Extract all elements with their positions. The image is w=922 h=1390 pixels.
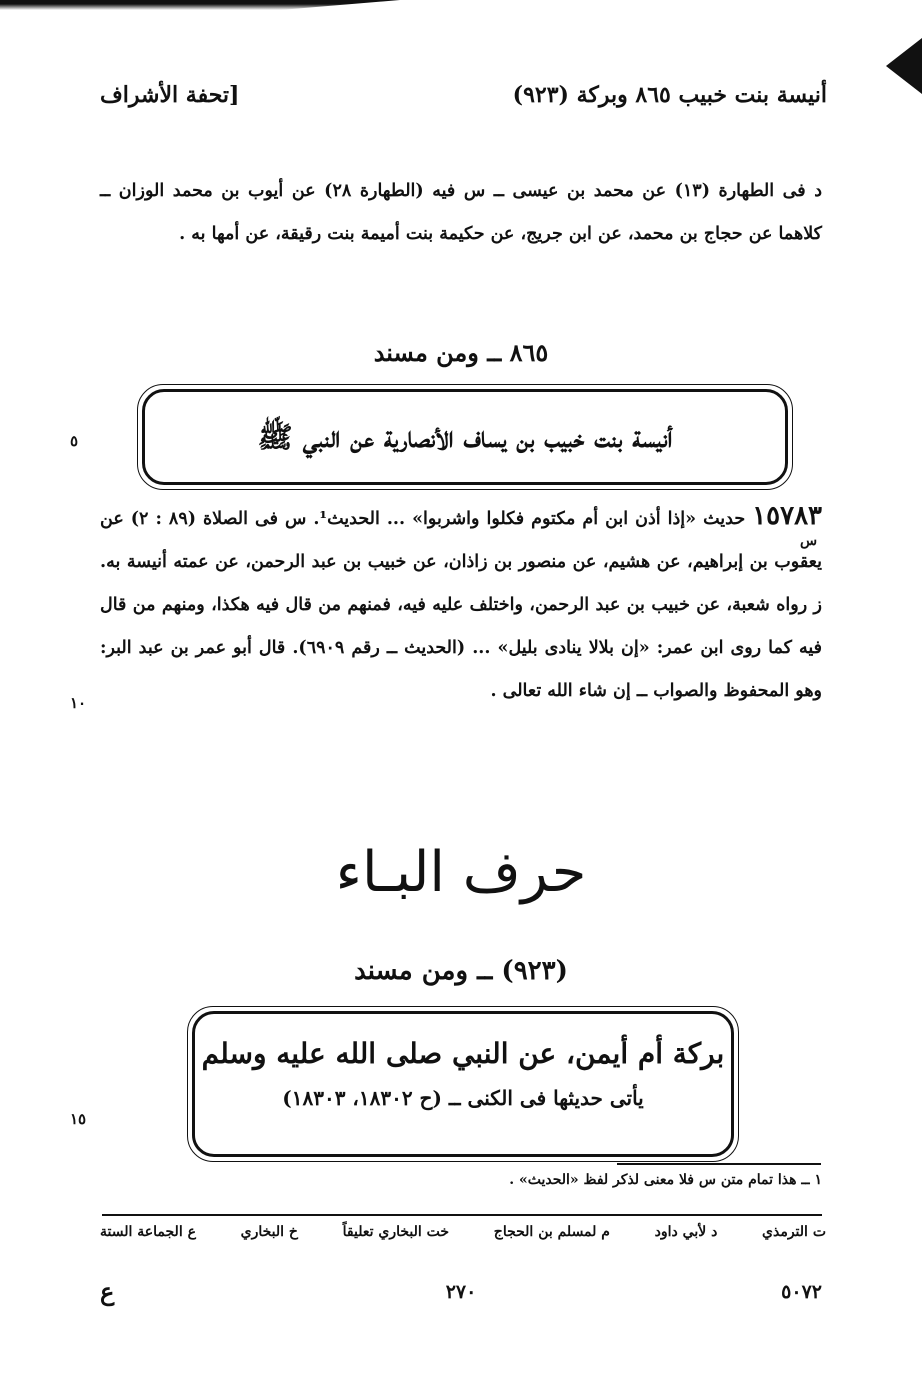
footnote: ١ ــ هذا تمام متن س فلا معنى لذكر لفظ «الحديث» .: [509, 1172, 822, 1188]
page-corner-mark: [886, 38, 922, 94]
running-header: [100, 82, 827, 122]
abbreviations-legend: [100, 1224, 826, 1240]
abbreviation-item: خت البخاري تعليقاً: [342, 1224, 450, 1240]
hadith-text: حديث «إذا أذن ابن أم مكتوم فكلوا واشربوا» ... الحديث¹. س فى الصلاة (٨٩ : ٢) عن يعقوب بن إبراهيم، عن هشيم، عن منصور بن زاذان، عن خبيب بن عبد الرحمن، عن عمته أنيسة به. ز رواه شعبة، عن خبيب بن عبد الرحمن، واختلف عليه فيه، فمنهم من قال فيه هكذا، ومنهم من قال فيه كما روى ابن عمر: «إن بلالا ينادى بليل» ... (الحديث ــ رقم ٦٩٠٩). قال أبو عمر بن عبد البر: وهو المحفوظ والصواب ــ إن شاء الله تعالى .: [100, 509, 822, 701]
running-title-left: [تحفة الأشراف: [100, 82, 240, 108]
section-heading-865: ٨٦٥ ــ ومن مسند: [373, 338, 549, 367]
narrator-box-923: [192, 1011, 734, 1157]
scan-edge-shadow: [0, 0, 400, 10]
narrator-box-865-text: أنيسة بنت خبيب بن يساف الأنصارية عن النبي ﷺ: [257, 420, 673, 454]
page-footer: [100, 1277, 822, 1311]
margin-siglum: س: [800, 533, 818, 549]
abbreviation-item: خ البخاري: [240, 1224, 298, 1240]
narrator-box-923-name: بركة أم أيمن، عن النبي صلى الله عليه وسلم: [201, 1037, 725, 1070]
running-title-right: أنيسة بنت خبيب ٨٦٥ وبركة (٩٢٣): [512, 82, 827, 108]
signature-letter: ع: [100, 1277, 115, 1306]
paragraph-chain-of-narration: د فى الطهارة (١٣) عن محمد بن عيسى ــ س فيه (الطهارة ٢٨) عن أيوب بن محمد الوزان ــ كلاهما عن حجاج بن محمد، عن ابن جريج، عن حكيمة بنت أميمة بنت رقيقة، عن أمها به .: [100, 181, 822, 244]
narrator-box-923-reference: يأتى حديثها فى الكنى ــ (ح ١٨٣٠٢، ١٨٣٠٣): [282, 1086, 644, 1110]
page-number: ٢٧٠: [445, 1281, 477, 1303]
hadith-number: ١٥٧٨٣: [752, 501, 823, 531]
volume-page-number: ٥٠٧٢: [781, 1281, 822, 1303]
margin-line-number-10: ١٠: [70, 694, 87, 712]
section-heading-923: (٩٢٣) ــ ومن مسند: [354, 956, 568, 986]
chapter-title: حرف البـاء: [335, 840, 587, 905]
abbreviation-item: م لمسلم بن الحجاج: [493, 1224, 610, 1240]
margin-line-number-15: ١٥: [70, 1110, 87, 1128]
abbreviation-item: ع الجماعة الستة: [100, 1224, 196, 1240]
abbreviation-item: ت الترمذي: [762, 1224, 826, 1240]
hadith-entry: [100, 495, 822, 713]
narrator-box-865: [142, 389, 788, 485]
abbreviations-divider: [102, 1214, 822, 1216]
abbreviation-item: د لأبي داود: [654, 1224, 718, 1240]
margin-line-number-5: ٥: [70, 432, 79, 450]
footnote-divider: [617, 1163, 821, 1165]
